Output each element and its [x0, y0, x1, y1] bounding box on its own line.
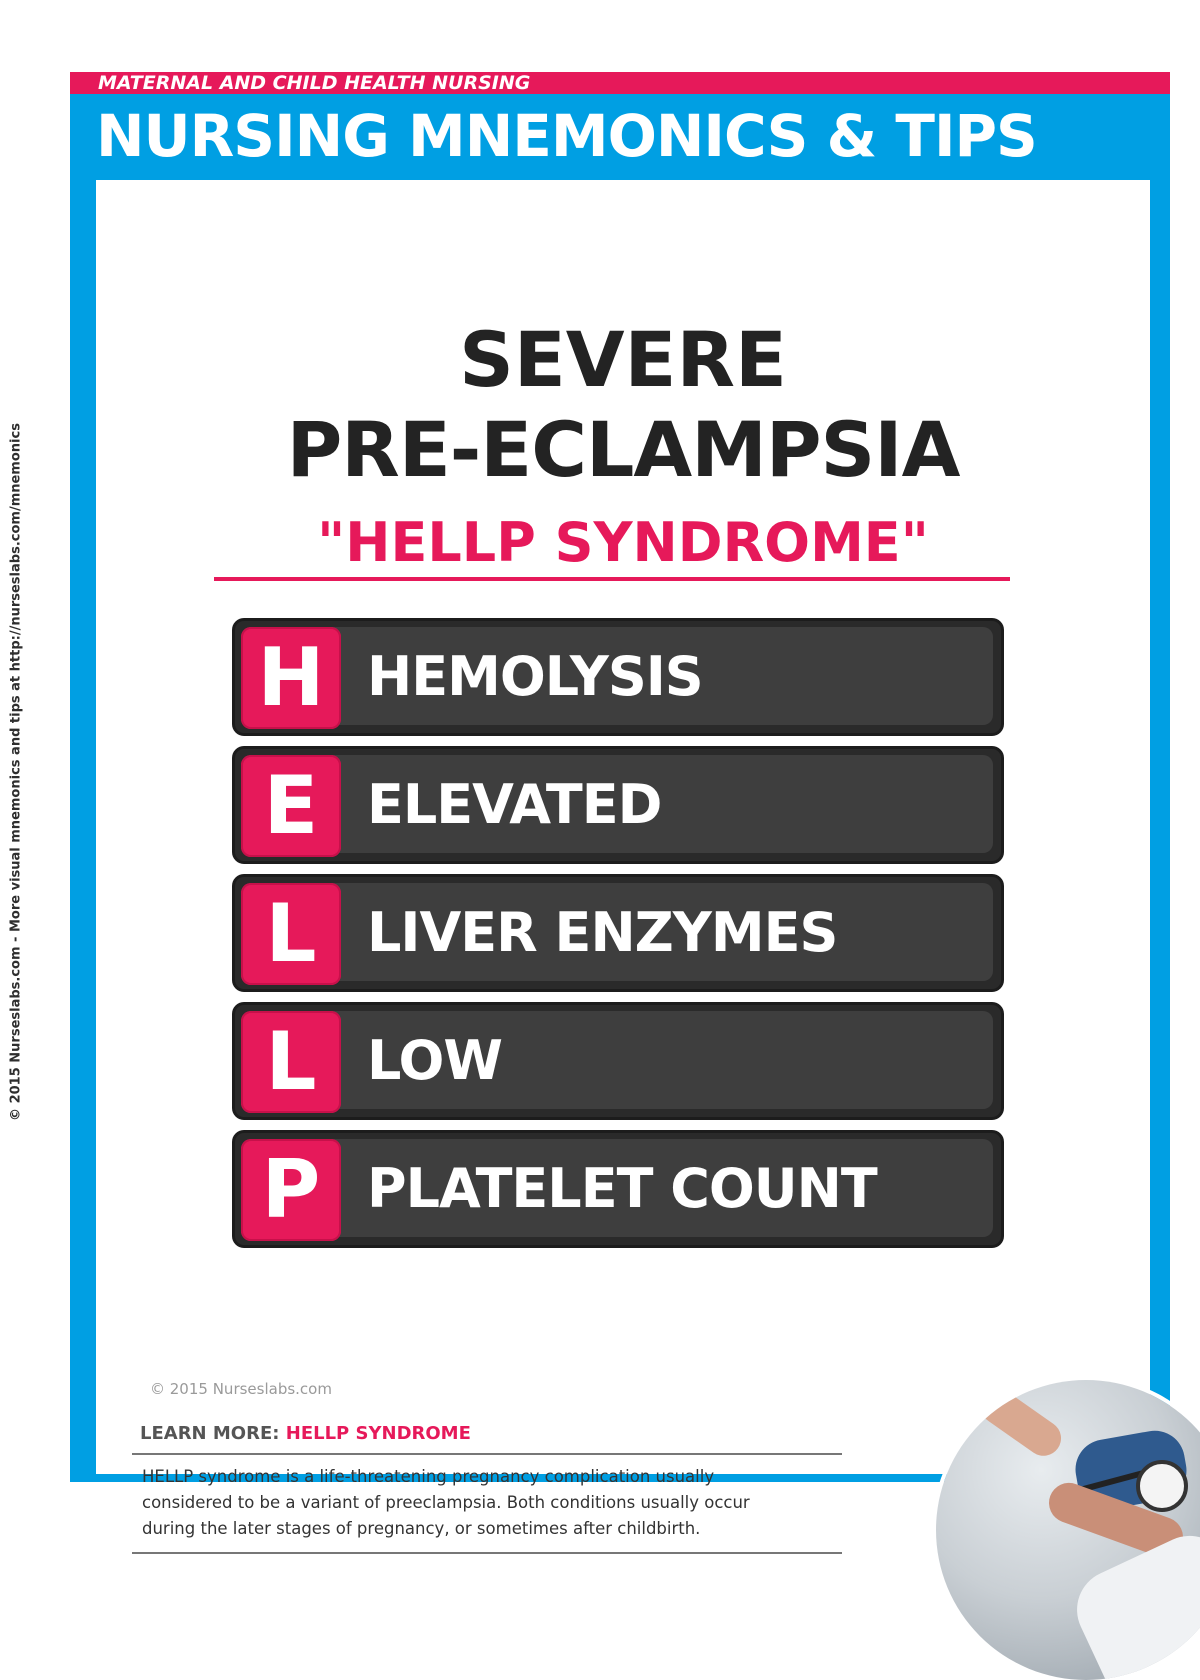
category-bar: [70, 72, 1170, 94]
mnemonic-letter: P: [241, 1139, 341, 1241]
gauge-icon: [1136, 1460, 1188, 1512]
divider-bottom: [132, 1552, 842, 1554]
mnemonic-list: [232, 618, 1004, 1258]
mnemonic-row-h: [232, 618, 1004, 736]
mnemonic-letter: L: [241, 1011, 341, 1113]
mnemonic-word: HEMOLYSIS: [367, 645, 703, 708]
description-line: HELLP syndrome is a life-threatening pregnancy complication usually: [142, 1467, 715, 1486]
heading-line-1: SEVERE: [459, 315, 787, 404]
copyright-text: © 2015 Nurseslabs.com: [150, 1380, 332, 1398]
divider-top: [132, 1453, 842, 1455]
heading-subtitle: "HELLP SYNDROME": [317, 511, 929, 574]
mnemonic-row-p: [232, 1130, 1004, 1248]
description: [142, 1464, 842, 1542]
poster-frame: [70, 72, 1170, 1538]
mnemonic-word: PLATELET COUNT: [367, 1157, 877, 1220]
mnemonic-row-e: [232, 746, 1004, 864]
mnemonic-letter: L: [241, 883, 341, 985]
mnemonic-letter: E: [241, 755, 341, 857]
main-title: NURSING MNEMONICS & TIPS: [96, 102, 1037, 170]
mnemonic-letter: H: [241, 627, 341, 729]
mnemonic-word: ELEVATED: [367, 773, 662, 836]
subtitle-underline: [214, 577, 1010, 581]
blood-pressure-photo: [936, 1380, 1200, 1680]
learn-more-label: LEARN MORE:: [140, 1423, 280, 1444]
heading-line-2: PRE-ECLAMPSIA: [286, 405, 960, 494]
mnemonic-row-l1: [232, 874, 1004, 992]
description-line: during the later stages of pregnancy, or sometimes after childbirth.: [142, 1519, 701, 1538]
learn-more-heading: [140, 1423, 471, 1444]
mnemonic-word: LIVER ENZYMES: [367, 901, 838, 964]
category-label: MATERNAL AND CHILD HEALTH NURSING: [98, 72, 531, 94]
row-background: [243, 1011, 993, 1109]
hand-shape: [974, 1382, 1068, 1462]
mnemonic-word: LOW: [367, 1029, 502, 1092]
description-line: considered to be a variant of preeclampsia. Both conditions usually occur: [142, 1493, 750, 1512]
side-credit: [4, 423, 28, 1121]
learn-more-topic[interactable]: HELLP SYNDROME: [285, 1423, 471, 1444]
side-credit-text: © 2015 Nurseslabs.com - More visual mnemonics and tips at http://nurseslabs.com/mnemonics: [8, 423, 24, 1121]
content-panel: [96, 180, 1150, 1538]
mnemonic-row-l2: [232, 1002, 1004, 1120]
